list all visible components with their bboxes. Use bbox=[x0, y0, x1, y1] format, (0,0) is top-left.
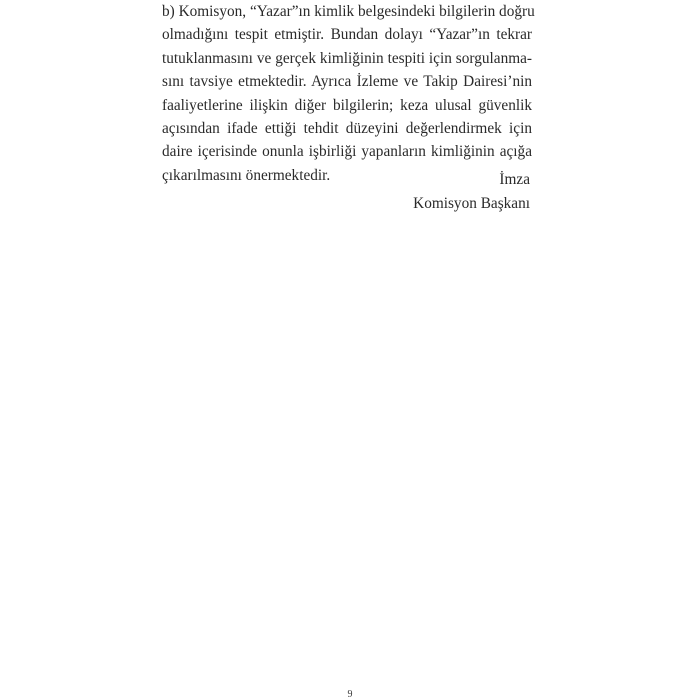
paragraph-line-last: çıkarılmasını önermektedir. bbox=[162, 166, 331, 184]
paragraph-line: olmadığını tespit etmiştir. Bundan dolayı “Yazar”ın tekrar bbox=[162, 26, 532, 44]
paragraph-line: b) Komisyon, “Yazar”ın kimlik belgesindeki bilgilerin doğru bbox=[162, 3, 535, 20]
paragraph-line: açısından ifade ettiği tehdit düzeyini değerlendirmek için bbox=[162, 120, 532, 138]
signature-block bbox=[413, 168, 530, 216]
signatory-title: Komisyon Başkanı bbox=[413, 195, 530, 212]
page-number: 9 bbox=[347, 689, 353, 700]
signature-label: İmza bbox=[499, 171, 530, 188]
body-paragraph bbox=[162, 0, 535, 187]
paragraph-line: daire içerisinde onunla işbirliği yapanların kimliğinin açığa bbox=[162, 143, 532, 161]
paragraph-line: tutuklanmasını ve gerçek kimliğinin tespiti için sorgulanma- bbox=[162, 49, 532, 67]
paragraph-line: faaliyetlerine ilişkin diğer bilgilerin; keza ulusal güvenlik bbox=[162, 96, 532, 114]
paragraph-line: sını tavsiye etmektedir. Ayrıca İzleme ve Takip Dairesi’nin bbox=[162, 73, 532, 91]
